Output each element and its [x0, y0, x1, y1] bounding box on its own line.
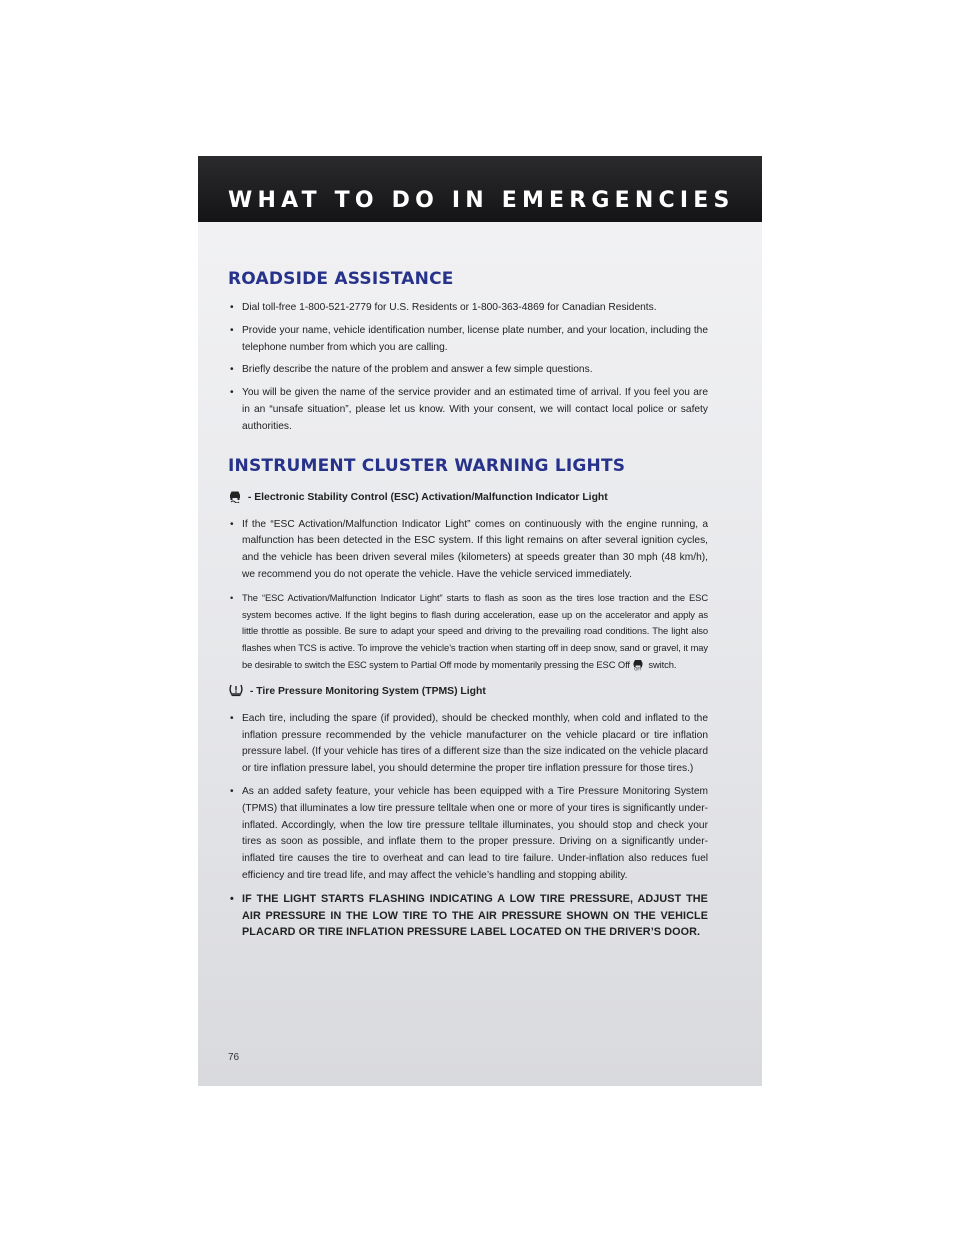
list-item	[228, 590, 708, 677]
list-item: • If the “ESC Activation/Malfunction Indicator Light” comes on continuously with the engine running, a malfunction has been detected in the ESC system. If this light remains on after several ignition cycles, and the vehicle has been driven several miles (kilometers) at speeds greater than 30 mph (48 km/h), we recommend you do not operate the vehicle. Have the vehicle serviced immediately.	[228, 517, 708, 584]
esc-subheading-text: - Electronic Stability Control (ESC) Activation/Malfunction Indicator Light	[245, 491, 608, 503]
tpms-subheading	[228, 683, 708, 703]
list-item: • Each tire, including the spare (if provided), should be checked monthly, when cold and inflated to the inflation pressure recommended by the vehicle manufacturer on the vehicle placard or tire inflation pressure label. (If your vehicle has tires of a different size than the size indicated on the vehicle placard or tire inflation pressure label, you should determine the proper tire inflation pressure for those tires.)	[228, 711, 708, 778]
esc-bullet-end: switch.	[645, 658, 677, 670]
list-item: • Provide your name, vehicle identification number, license plate number, and your location, including the telephone number from which you are calling.	[228, 323, 708, 357]
esc-subheading	[228, 489, 708, 509]
esc-list	[228, 517, 708, 677]
page-content	[228, 268, 708, 947]
section-title: WHAT TO DO IN EMERGENCIES	[228, 188, 735, 213]
roadside-assistance-heading: ROADSIDE ASSISTANCE	[228, 269, 454, 289]
tire-pressure-icon	[228, 683, 244, 703]
list-item: • As an added safety feature, your vehicle has been equipped with a Tire Pressure Monitoring System (TPMS) that illuminates a low tire pressure telltale when one or more of your tires is significantly under-inflated. Accordingly, when the low tire pressure telltale illuminates, you should stop and check your tires as soon as possible, and inflate them to the proper pressure. Driving on a significantly under-inflated tire causes the tire to overheat and can lead to tire failure. Under-inflation also reduces fuel efficiency and tire tread life, and may affect the vehicle’s handling and stopping ability.	[228, 784, 708, 885]
list-item: • Dial toll-free 1-800-521-2779 for U.S. Residents or 1-800-363-4869 for Canadian Residents.	[228, 300, 708, 317]
warning-lights-heading: INSTRUMENT CLUSTER WARNING LIGHTS	[228, 455, 626, 476]
section-header-bar	[198, 156, 762, 222]
esc-skid-car-icon	[228, 489, 242, 509]
roadside-list	[228, 300, 708, 436]
list-item: • Briefly describe the nature of the problem and answer a few simple questions.	[228, 362, 708, 379]
svg-text:OFF: OFF	[634, 666, 642, 671]
list-item: • IF THE LIGHT STARTS FLASHING INDICATING A LOW TIRE PRESSURE, ADJUST THE AIR PRESSURE IN THE LOW TIRE TO THE AIR PRESSURE SHOWN ON THE VEHICLE PLACARD OR TIRE INFLATION PRESSURE LABEL LOCATED ON THE DRIVER’S DOOR.	[228, 891, 708, 941]
page-number: 76	[228, 1052, 240, 1063]
manual-page	[198, 156, 762, 1086]
esc-bullet-text: The “ESC Activation/Malfunction Indicator Light” starts to flash as soon as the tires lose traction and the ESC system becomes active. If the light begins to flash during acceleration, ease up on the accelerator and apply as little throttle as possible. Be sure to adapt your speed and driving to the prevailing road conditions. The light also flashes when TCS is active. To improve the vehicle’s traction when starting off in deep snow, sand or gravel, it may be desirable to switch the ESC system to Partial Off mode by momentarily pressing the ESC Off	[242, 591, 708, 670]
tpms-subheading-text: - Tire Pressure Monitoring System (TPMS) Light	[247, 685, 486, 697]
tpms-list	[228, 711, 708, 941]
list-item: • You will be given the name of the service provider and an estimated time of arrival. If you feel you are in an “unsafe situation”, please let us know. With your consent, we will contact local police or safety authorities.	[228, 385, 708, 435]
esc-off-icon	[632, 658, 644, 677]
